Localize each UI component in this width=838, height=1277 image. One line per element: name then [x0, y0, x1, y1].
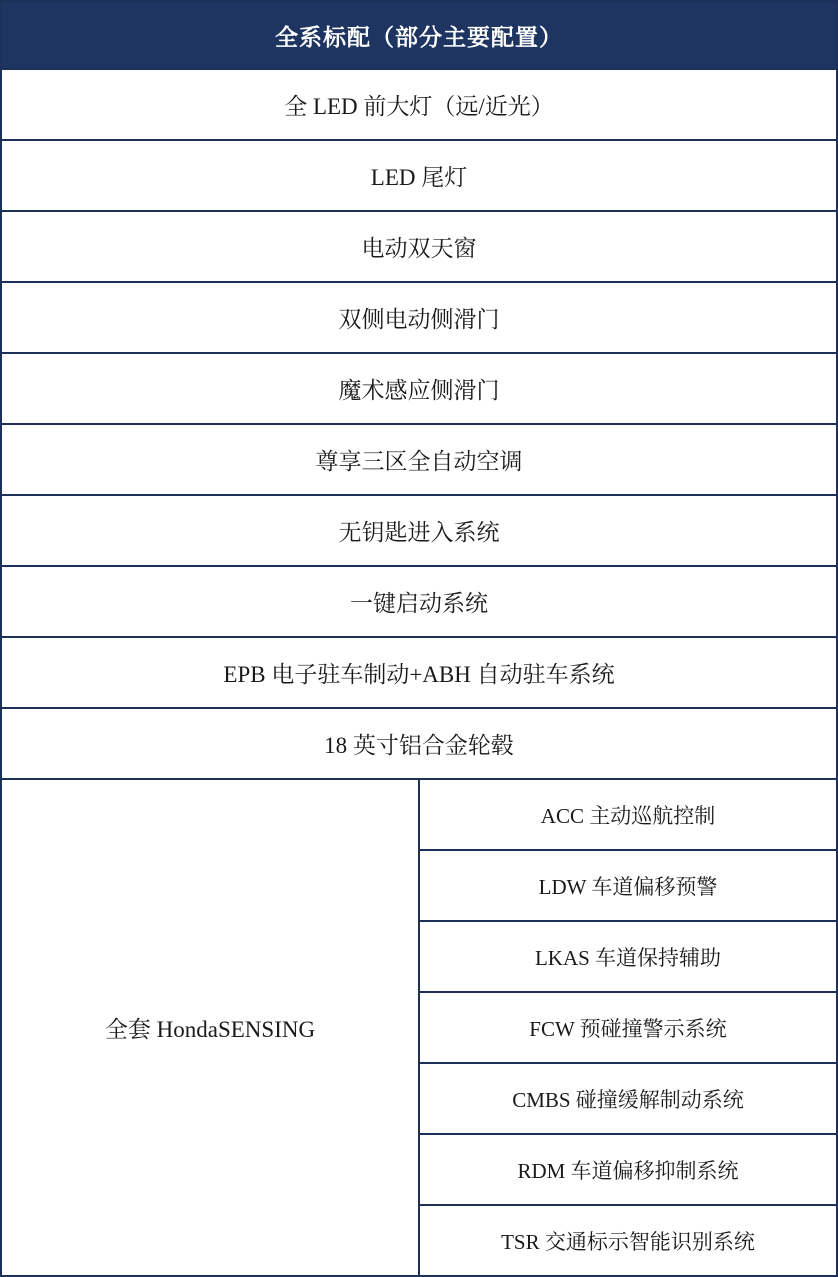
table-row [1, 353, 837, 424]
table-title: 全系标配（部分主要配置） [1, 1, 837, 69]
feature-cell: 无钥匙进入系统 [1, 495, 837, 566]
feature-cell: 全 LED 前大灯（远/近光） [1, 69, 837, 140]
sensing-feature-cell: LKAS 车道保持辅助 [419, 921, 837, 992]
table-row [1, 708, 837, 779]
table-row [1, 779, 837, 850]
table-row [1, 282, 837, 353]
feature-cell: 双侧电动侧滑门 [1, 282, 837, 353]
sensing-feature-cell: CMBS 碰撞缓解制动系统 [419, 1063, 837, 1134]
feature-cell: 一键启动系统 [1, 566, 837, 637]
honda-sensing-label: 全套 HondaSENSING [1, 779, 419, 1276]
feature-cell: LED 尾灯 [1, 140, 837, 211]
feature-cell: 魔术感应侧滑门 [1, 353, 837, 424]
sensing-feature-cell: TSR 交通标示智能识别系统 [419, 1205, 837, 1276]
table-row [1, 69, 837, 140]
table-row [1, 424, 837, 495]
table-row [1, 637, 837, 708]
feature-cell: EPB 电子驻车制动+ABH 自动驻车系统 [1, 637, 837, 708]
table-row [1, 566, 837, 637]
table-row [1, 211, 837, 282]
table-header-row [1, 1, 837, 69]
table-row [1, 495, 837, 566]
feature-cell: 尊享三区全自动空调 [1, 424, 837, 495]
sensing-feature-cell: ACC 主动巡航控制 [419, 779, 837, 850]
feature-cell: 18 英寸铝合金轮毂 [1, 708, 837, 779]
sensing-feature-cell: LDW 车道偏移预警 [419, 850, 837, 921]
feature-cell: 电动双天窗 [1, 211, 837, 282]
sensing-feature-cell: RDM 车道偏移抑制系统 [419, 1134, 837, 1205]
sensing-feature-cell: FCW 预碰撞警示系统 [419, 992, 837, 1063]
table-row [1, 140, 837, 211]
